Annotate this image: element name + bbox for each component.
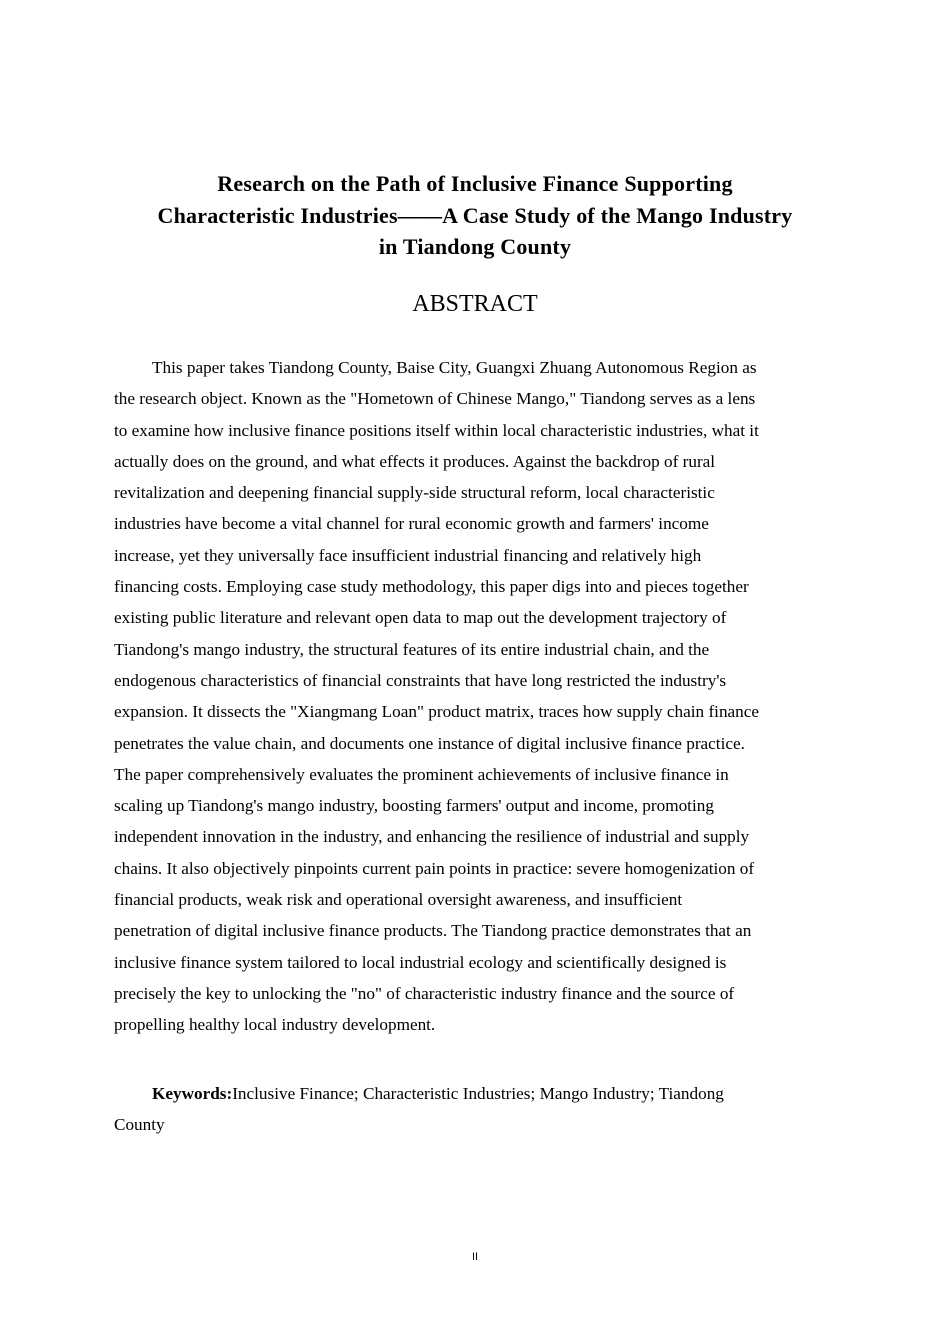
abstract-line: independent innovation in the industry, and enhancing the resilience of industrial and supply bbox=[114, 827, 750, 847]
title-line-1: Research on the Path of Inclusive Finance Supporting bbox=[217, 171, 733, 196]
abstract-line: financial products, weak risk and operational oversight awareness, and insufficient bbox=[114, 890, 683, 910]
abstract-body bbox=[114, 352, 836, 1041]
abstract-line: inclusive finance system tailored to local industrial ecology and scientifically designed is bbox=[114, 952, 727, 972]
paper-title bbox=[100, 168, 850, 263]
abstract-line: revitalization and deepening financial supply-side structural reform, local characteristic bbox=[114, 483, 715, 503]
abstract-line: precisely the key to unlocking the "no" of characteristic industry finance and the source of bbox=[114, 983, 735, 1003]
abstract-line: increase, yet they universally face insufficient industrial financing and relatively high bbox=[114, 545, 702, 565]
abstract-line: the research object. Known as the "Hometown of Chinese Mango," Tiandong serves as a lens bbox=[114, 389, 756, 409]
abstract-line: financing costs. Employing case study methodology, this paper digs into and pieces together bbox=[114, 577, 749, 597]
abstract-line: scaling up Tiandong's mango industry, boosting farmers' output and income, promoting bbox=[114, 796, 714, 816]
abstract-line: expansion. It dissects the "Xiangmang Loan" product matrix, traces how supply chain finance bbox=[114, 702, 760, 722]
abstract-line: actually does on the ground, and what effects it produces. Against the backdrop of rural bbox=[114, 451, 716, 471]
abstract-heading: ABSTRACT bbox=[412, 291, 538, 317]
keywords-list: Inclusive Finance; Characteristic Industries; Mango Industry; Tiandong bbox=[232, 1084, 724, 1103]
abstract-line: penetration of digital inclusive finance products. The Tiandong practice demonstrates that an bbox=[114, 921, 752, 941]
abstract-line: chains. It also objectively pinpoints current pain points in practice: severe homogenization of bbox=[114, 858, 755, 878]
keywords-block bbox=[114, 1078, 836, 1141]
keywords-label: Keywords: bbox=[152, 1084, 233, 1103]
abstract-line: This paper takes Tiandong County, Baise City, Guangxi Zhuang Autonomous Region as bbox=[152, 358, 757, 377]
abstract-line: Tiandong's mango industry, the structural features of its entire industrial chain, and the bbox=[114, 639, 710, 659]
title-line-3: in Tiandong County bbox=[378, 234, 572, 259]
abstract-line: The paper comprehensively evaluates the prominent achievements of inclusive finance in bbox=[114, 764, 729, 784]
title-line-2: Characteristic Industries——A Case Study of the Mango Industry bbox=[157, 202, 793, 228]
keywords-line-2: County bbox=[114, 1115, 165, 1135]
abstract-line: to examine how inclusive finance positions itself within local characteristic industries, what it bbox=[114, 420, 759, 440]
abstract-line: propelling healthy local industry development. bbox=[114, 1015, 436, 1035]
keywords-line-1 bbox=[114, 1078, 836, 1109]
abstract-line: penetrates the value chain, and documents one instance of digital inclusive finance practice. bbox=[114, 733, 745, 753]
abstract-line: existing public literature and relevant open data to map out the development trajectory of bbox=[114, 608, 727, 628]
abstract-line: endogenous characteristics of financial constraints that have long restricted the industry's bbox=[114, 670, 727, 690]
abstract-line: industries have become a vital channel for rural economic growth and farmers' income bbox=[114, 514, 709, 534]
page-number: II bbox=[471, 1251, 479, 1263]
